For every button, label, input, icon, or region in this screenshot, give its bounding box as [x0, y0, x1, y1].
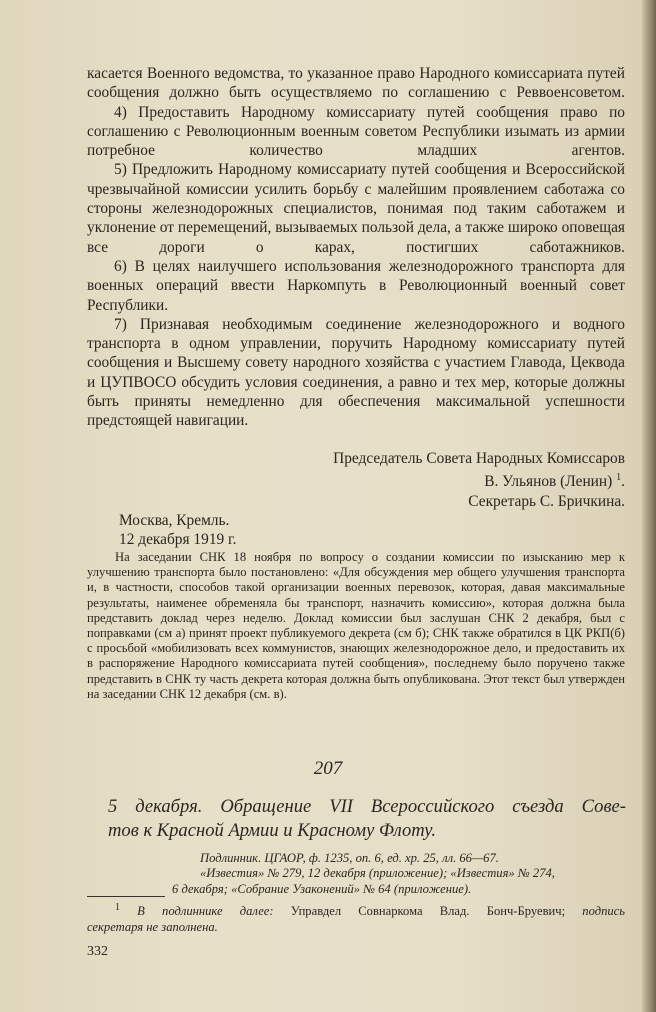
footnote-line-2: секретаря не заполнена. — [87, 920, 218, 935]
footnote — [87, 900, 625, 935]
chair-name: В. Ульянов (Ленин) $^1$. — [484, 472, 625, 491]
place: Москва, Кремль. — [119, 512, 230, 529]
paragraph-6: 6) В целях наилучшего использования железнодорожного транспорта для военных операций ввести Наркомпуть в Революционный военный совет Республики. — [87, 257, 625, 314]
source-line-2: «Известия» № 279, 12 декабря (приложение); «Известия» № 274, — [200, 866, 555, 881]
date: 12 декабря 1919 г. — [119, 531, 237, 548]
note-text: На заседании СНК 18 ноября по вопросу о создании комиссии по изысканию мер к улучшению транспорта было постановлено: «Для обсуждения мер общего улучшения транспорта и, в частности, способов такой организации военных перевозок, которая, давая максимальные результаты, наименее обременяла бы транспорт, назначить комиссию», которая должна была представить доклад через неделю. Доклад комиссии был заслушан СНК 2 декабря, был с поправками (см а) принят проект публикуемого декрета (см б); СНК также обратился в ЦК РКП(б) с просьбой «мобилизовать всех коммунистов, знающих железнодорожное дело, и предоставить их в распоряжение Народного комиссариата путей сообщения», последнему было поручено также представить в СНК ту часть декрета которая должна быть опубликована. Этот текст был утвержден на заседании СНК 12 декабря (см. в). — [87, 550, 625, 701]
paragraph-5: 5) Предложить Народному комиссариату путей сообщения и Всероссийской чрезвычайной комиссии усилить борьбу с малейшим проявлением саботажа со стороны железнодорожных специалистов, понимая под таким саботажем и уклонение от перемещений, вызываемых пользой дела, а также широко оповещая все дороги о карах, постигших саботажников. — [87, 161, 625, 256]
source-line-1: Подлинник. ЦГАОР, ф. 1235, оп. 6, ед. хр. 25, лл. 66—67. — [200, 851, 499, 865]
paragraph-continuation: касается Военного ведомства, то указанное право Народного комиссариата путей сообщения должно быть осуществляемо по соглашению с Реввоенсоветом. — [87, 65, 625, 102]
source-reference — [172, 851, 626, 897]
footnote-marker: 1 — [616, 472, 622, 483]
source-line-3: 6 декабря; «Собрание Узаконений» № 64 (приложение). — [172, 881, 472, 896]
heading-line-2: тов к Красной Армии и Красному Флоту. — [108, 820, 437, 841]
secretary-signature: Секретарь С. Бричкина. — [468, 493, 625, 510]
footnote-line-1: $^1$ В подлиннике далее: Управдел Совнаркома Влад. Бонч-Бруевич; подпись — [115, 902, 625, 919]
footnote-divider — [87, 896, 165, 897]
document-number: 207 — [313, 758, 343, 779]
chair-title: Председатель Совета Народных Комиссаров — [333, 450, 625, 467]
document-heading — [108, 795, 626, 843]
decree-body — [87, 64, 625, 431]
paragraph-7: 7) Признавая необходимым соединение железнодорожного и водного транспорта в одном управлении, поручить Народному комиссариату путей сообщения и Высшему совету народного хозяйства с участием Главода, Цекводa и ЦУПВОСО обсудить условия соединения, а равно и тех мер, которые должны быть приняты немедленно для обеспечения максимальной успешности предстоящей навигации. — [87, 315, 625, 430]
heading-line-1: 5 декабря. Обращение VII Всероссийского съезда Сове- — [108, 796, 626, 817]
editorial-note — [87, 550, 625, 702]
book-spine-edge — [642, 0, 656, 1012]
paragraph-4: 4) Предоставить Народному комиссариату путей сообщения право по соглашению с Революционным военным советом Республики изымать из армии потребное количество младших агентов. — [87, 103, 625, 160]
page-number: 332 — [87, 944, 108, 959]
